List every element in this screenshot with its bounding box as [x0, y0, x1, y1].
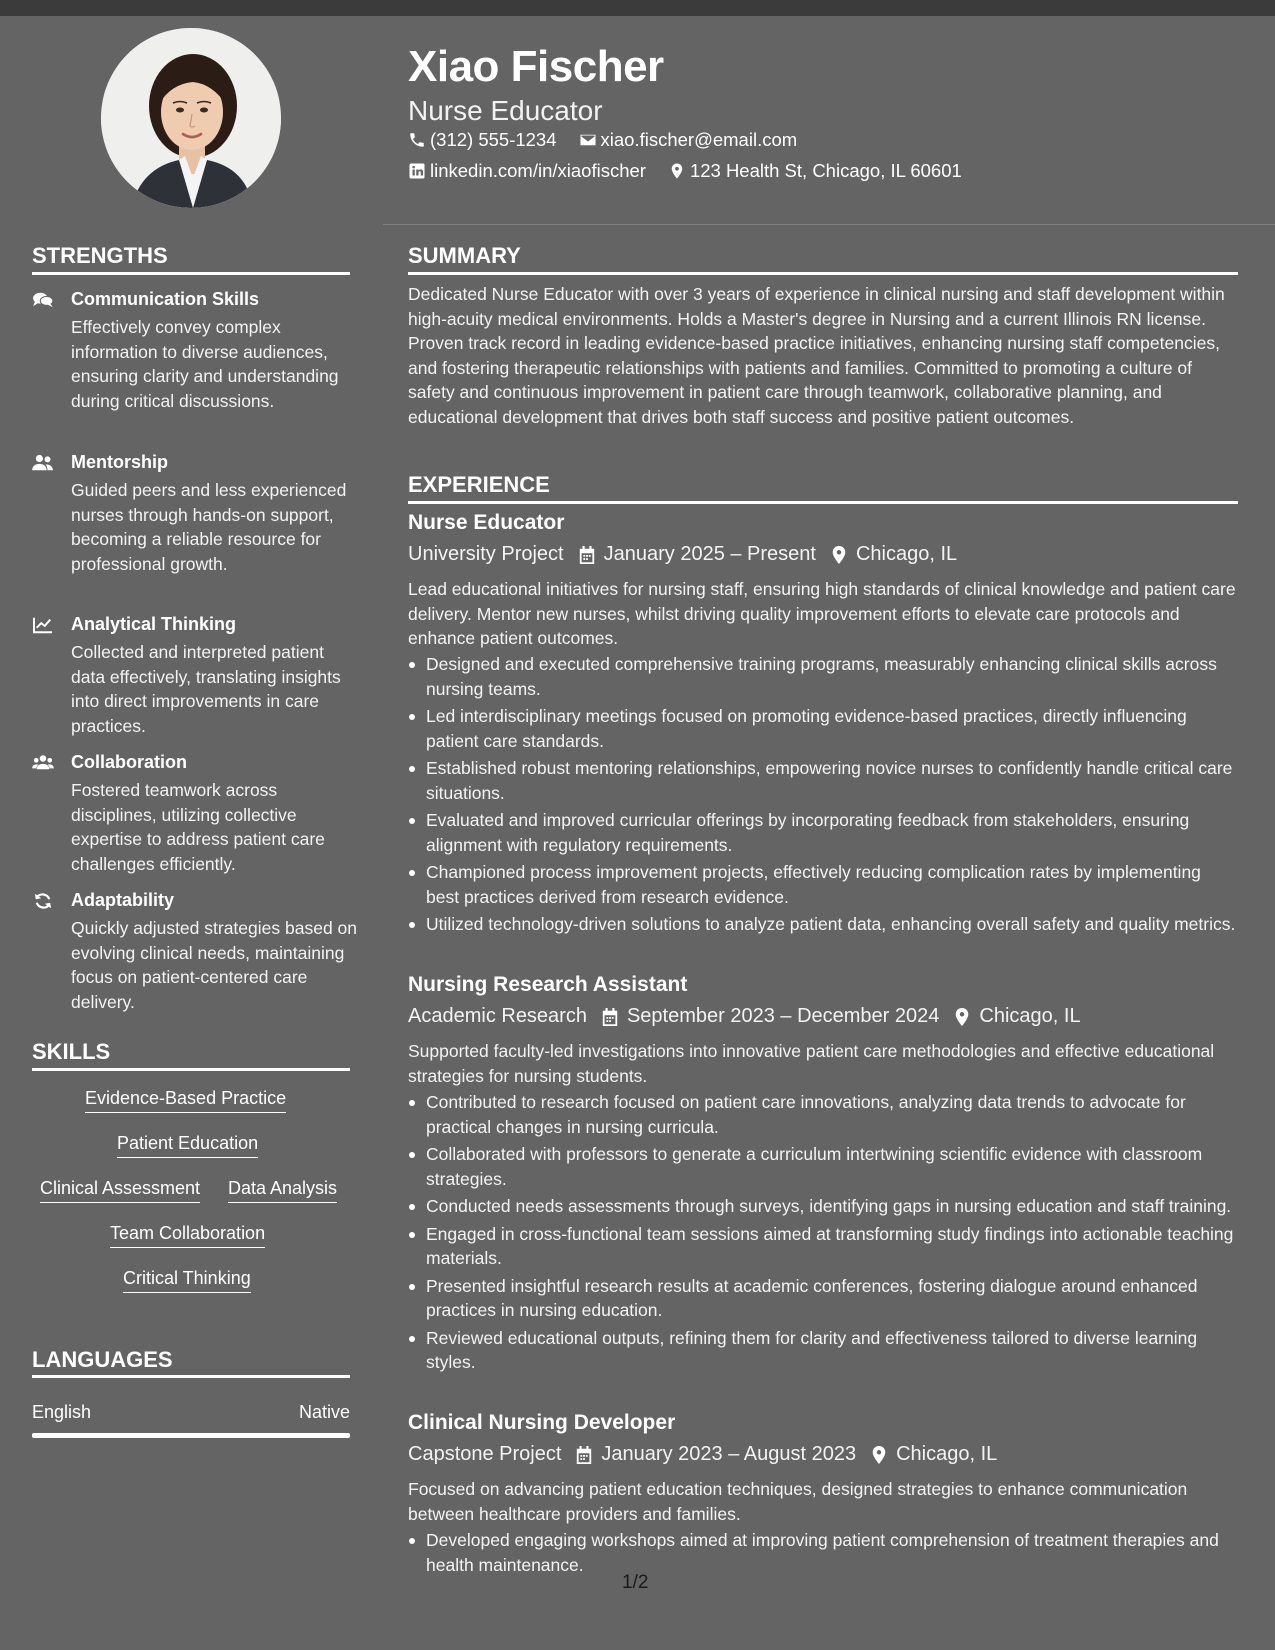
strengths-rule: [32, 272, 350, 275]
line-chart-icon: [32, 616, 56, 634]
top-bar: [0, 0, 1275, 16]
strength-title: Communication Skills: [71, 289, 260, 309]
skill-tag: Evidence-Based Practice: [85, 1088, 286, 1113]
job-bullet: Collaborated with professors to generate a curriculum intertwining scientific evidence with classroom strategies.: [408, 1142, 1238, 1191]
job-bullets: [408, 652, 1238, 940]
strength-description: Effectively convey complex information to diverse audiences, ensuring clarity and understanding during critical discussions.: [71, 317, 339, 411]
job-bullets: [408, 1528, 1238, 1580]
language-proficiency-bar: [32, 1433, 350, 1438]
summary-text: Dedicated Nurse Educator with over 3 years of experience in clinical nursing and staff development within high-acuity medical environments. Holds a Master's degree in Nursing and a current Illinois RN license. Proven track record in leading evidence-based practice initiatives, enhancing nursing staff competencies, and fostering therapeutic relationships with patients and families. Committed to promoting a culture of safety and continuous improvement in patient care through teamwork, collaborative planning, and educational development that drives both staff success and positive patient outcomes.: [408, 284, 1225, 427]
linkedin-contact[interactable]: [408, 160, 646, 182]
strength-title: Adaptability: [71, 890, 175, 910]
refresh-icon: [32, 892, 56, 910]
contact-row-1: [408, 129, 811, 151]
job-title: Nurse Educator: [408, 511, 565, 534]
job-description: Focused on advancing patient education techniques, designed strategies to enhance communication between healthcare providers and families.: [408, 1479, 1188, 1524]
job-dates: January 2023 – August 2023: [601, 1443, 857, 1465]
job-meta: [408, 543, 957, 566]
strength-title: Collaboration: [71, 752, 187, 772]
address-contact: [668, 160, 962, 182]
job-title: Nursing Research Assistant: [408, 973, 688, 996]
job-bullet: Contributed to research focused on patient care innovations, analyzing data trends to advocate for practical changes in nursing curricula.: [408, 1090, 1238, 1139]
job-dates: September 2023 – December 2024: [626, 1005, 940, 1027]
languages-rule: [32, 1375, 350, 1378]
job-bullet: Reviewed educational outputs, refining them for clarity and effectiveness tailored to diverse learning styles.: [408, 1326, 1238, 1375]
job-bullet: Conducted needs assessments through surveys, identifying gaps in nursing education and staff training.: [408, 1194, 1238, 1219]
candidate-title: Nurse Educator: [408, 95, 603, 126]
map-pin-icon: [953, 1007, 971, 1027]
candidate-name: Xiao Fischer: [408, 42, 664, 91]
strength-description: Fostered teamwork across disciplines, utilizing collective expertise to address patient care challenges efficiently.: [71, 780, 325, 874]
address-text: 123 Health St, Chicago, IL 60601: [689, 160, 962, 181]
strengths-heading: STRENGTHS: [32, 243, 168, 268]
phone-icon: [408, 131, 426, 149]
job-meta: [408, 1443, 997, 1466]
experience-heading: EXPERIENCE: [408, 472, 550, 497]
job-description: Lead educational initiatives for nursing staff, ensuring high standards of clinical knowledge and patient care delivery. Mentor new nurses, whilst driving quality improvement efforts to elevate care protocols and enhance patient outcomes.: [408, 579, 1236, 648]
calendar-icon: [601, 1007, 619, 1027]
job-dates: January 2025 – Present: [603, 543, 816, 565]
language-name: English: [32, 1402, 92, 1422]
skill-tag: Clinical Assessment: [40, 1178, 200, 1203]
calendar-icon: [575, 1445, 593, 1465]
job-org: Academic Research: [408, 1005, 587, 1027]
strength-title: Analytical Thinking: [71, 614, 237, 634]
contact-row-2: [408, 160, 976, 182]
job-org: Capstone Project: [408, 1443, 562, 1465]
job-bullet: Championed process improvement projects, effectively reducing complication rates by implementing best practices derived from research evidence.: [408, 860, 1238, 909]
job-description: Supported faculty-led investigations into innovative patient care methodologies and effective educational strategies for nursing students.: [408, 1041, 1215, 1086]
skills-rule: [32, 1068, 350, 1071]
profile-photo: [101, 28, 281, 208]
map-pin-icon: [830, 545, 848, 565]
job-bullet: Led interdisciplinary meetings focused on promoting evidence-based practices, directly influencing patient care standards.: [408, 704, 1238, 753]
job-title: Clinical Nursing Developer: [408, 1411, 676, 1434]
comments-icon: [32, 291, 56, 309]
linkedin-icon: [408, 162, 426, 180]
users-icon: [32, 754, 56, 772]
experience-rule: [408, 501, 1238, 504]
header-divider: [383, 224, 1275, 225]
job-bullets: [408, 1090, 1238, 1378]
skill-tag: Team Collaboration: [110, 1223, 265, 1248]
skill-tag: Data Analysis: [228, 1178, 337, 1203]
strength-description: Guided peers and less experienced nurses through hands-on support, becoming a reliable resource for professional growth.: [71, 480, 347, 574]
linkedin-text: linkedin.com/in/xiaofischer: [430, 160, 646, 181]
job-bullet: Established robust mentoring relationships, empowering novice nurses to confidently handle critical care situations.: [408, 756, 1238, 805]
job-bullet: Utilized technology-driven solutions to analyze patient data, enhancing overall safety and quality metrics.: [408, 912, 1238, 937]
job-meta: [408, 1005, 1081, 1028]
skill-tag: Critical Thinking: [123, 1268, 251, 1293]
language-row: [32, 1402, 350, 1423]
summary-heading: SUMMARY: [408, 243, 521, 268]
user-group-icon: [32, 454, 56, 472]
summary-rule: [408, 272, 1238, 275]
job-location: Chicago, IL: [855, 543, 958, 565]
job-org: University Project: [408, 543, 564, 565]
language-level: Native: [298, 1402, 350, 1422]
job-location: Chicago, IL: [896, 1443, 998, 1465]
envelope-icon: [579, 131, 597, 149]
email-contact[interactable]: [579, 129, 798, 151]
page-number: 1/2: [622, 1572, 649, 1593]
strength-description: Quickly adjusted strategies based on evolving clinical needs, maintaining focus on patient-centered care delivery.: [71, 918, 357, 1012]
job-bullet: Evaluated and improved curricular offerings by incorporating feedback from stakeholders, ensuring alignment with regulatory requirements.: [408, 808, 1238, 857]
phone-text: (312) 555-1234: [430, 129, 557, 150]
job-bullet: Designed and executed comprehensive training programs, measurably enhancing clinical skills across nursing teams.: [408, 652, 1238, 701]
strength-title: Mentorship: [71, 452, 168, 472]
map-pin-icon: [870, 1445, 888, 1465]
job-bullet: Developed engaging workshops aimed at improving patient comprehension of treatment therapies and health maintenance.: [408, 1528, 1238, 1577]
skills-heading: SKILLS: [32, 1039, 111, 1064]
map-pin-icon: [668, 162, 686, 180]
calendar-icon: [578, 545, 596, 565]
job-bullet: Presented insightful research results at academic conferences, fostering dialogue around enhanced practices in nursing education.: [408, 1274, 1238, 1323]
job-location: Chicago, IL: [979, 1005, 1081, 1027]
email-text: xiao.fischer@email.com: [600, 129, 798, 150]
languages-heading: LANGUAGES: [32, 1347, 173, 1372]
strength-description: Collected and interpreted patient data effectively, translating insights into direct improvements in care practices.: [71, 642, 341, 736]
job-bullet: Engaged in cross-functional team sessions aimed at transforming study findings into actionable teaching materials.: [408, 1222, 1238, 1271]
skill-tag: Patient Education: [117, 1133, 258, 1158]
phone-contact[interactable]: [408, 129, 557, 151]
